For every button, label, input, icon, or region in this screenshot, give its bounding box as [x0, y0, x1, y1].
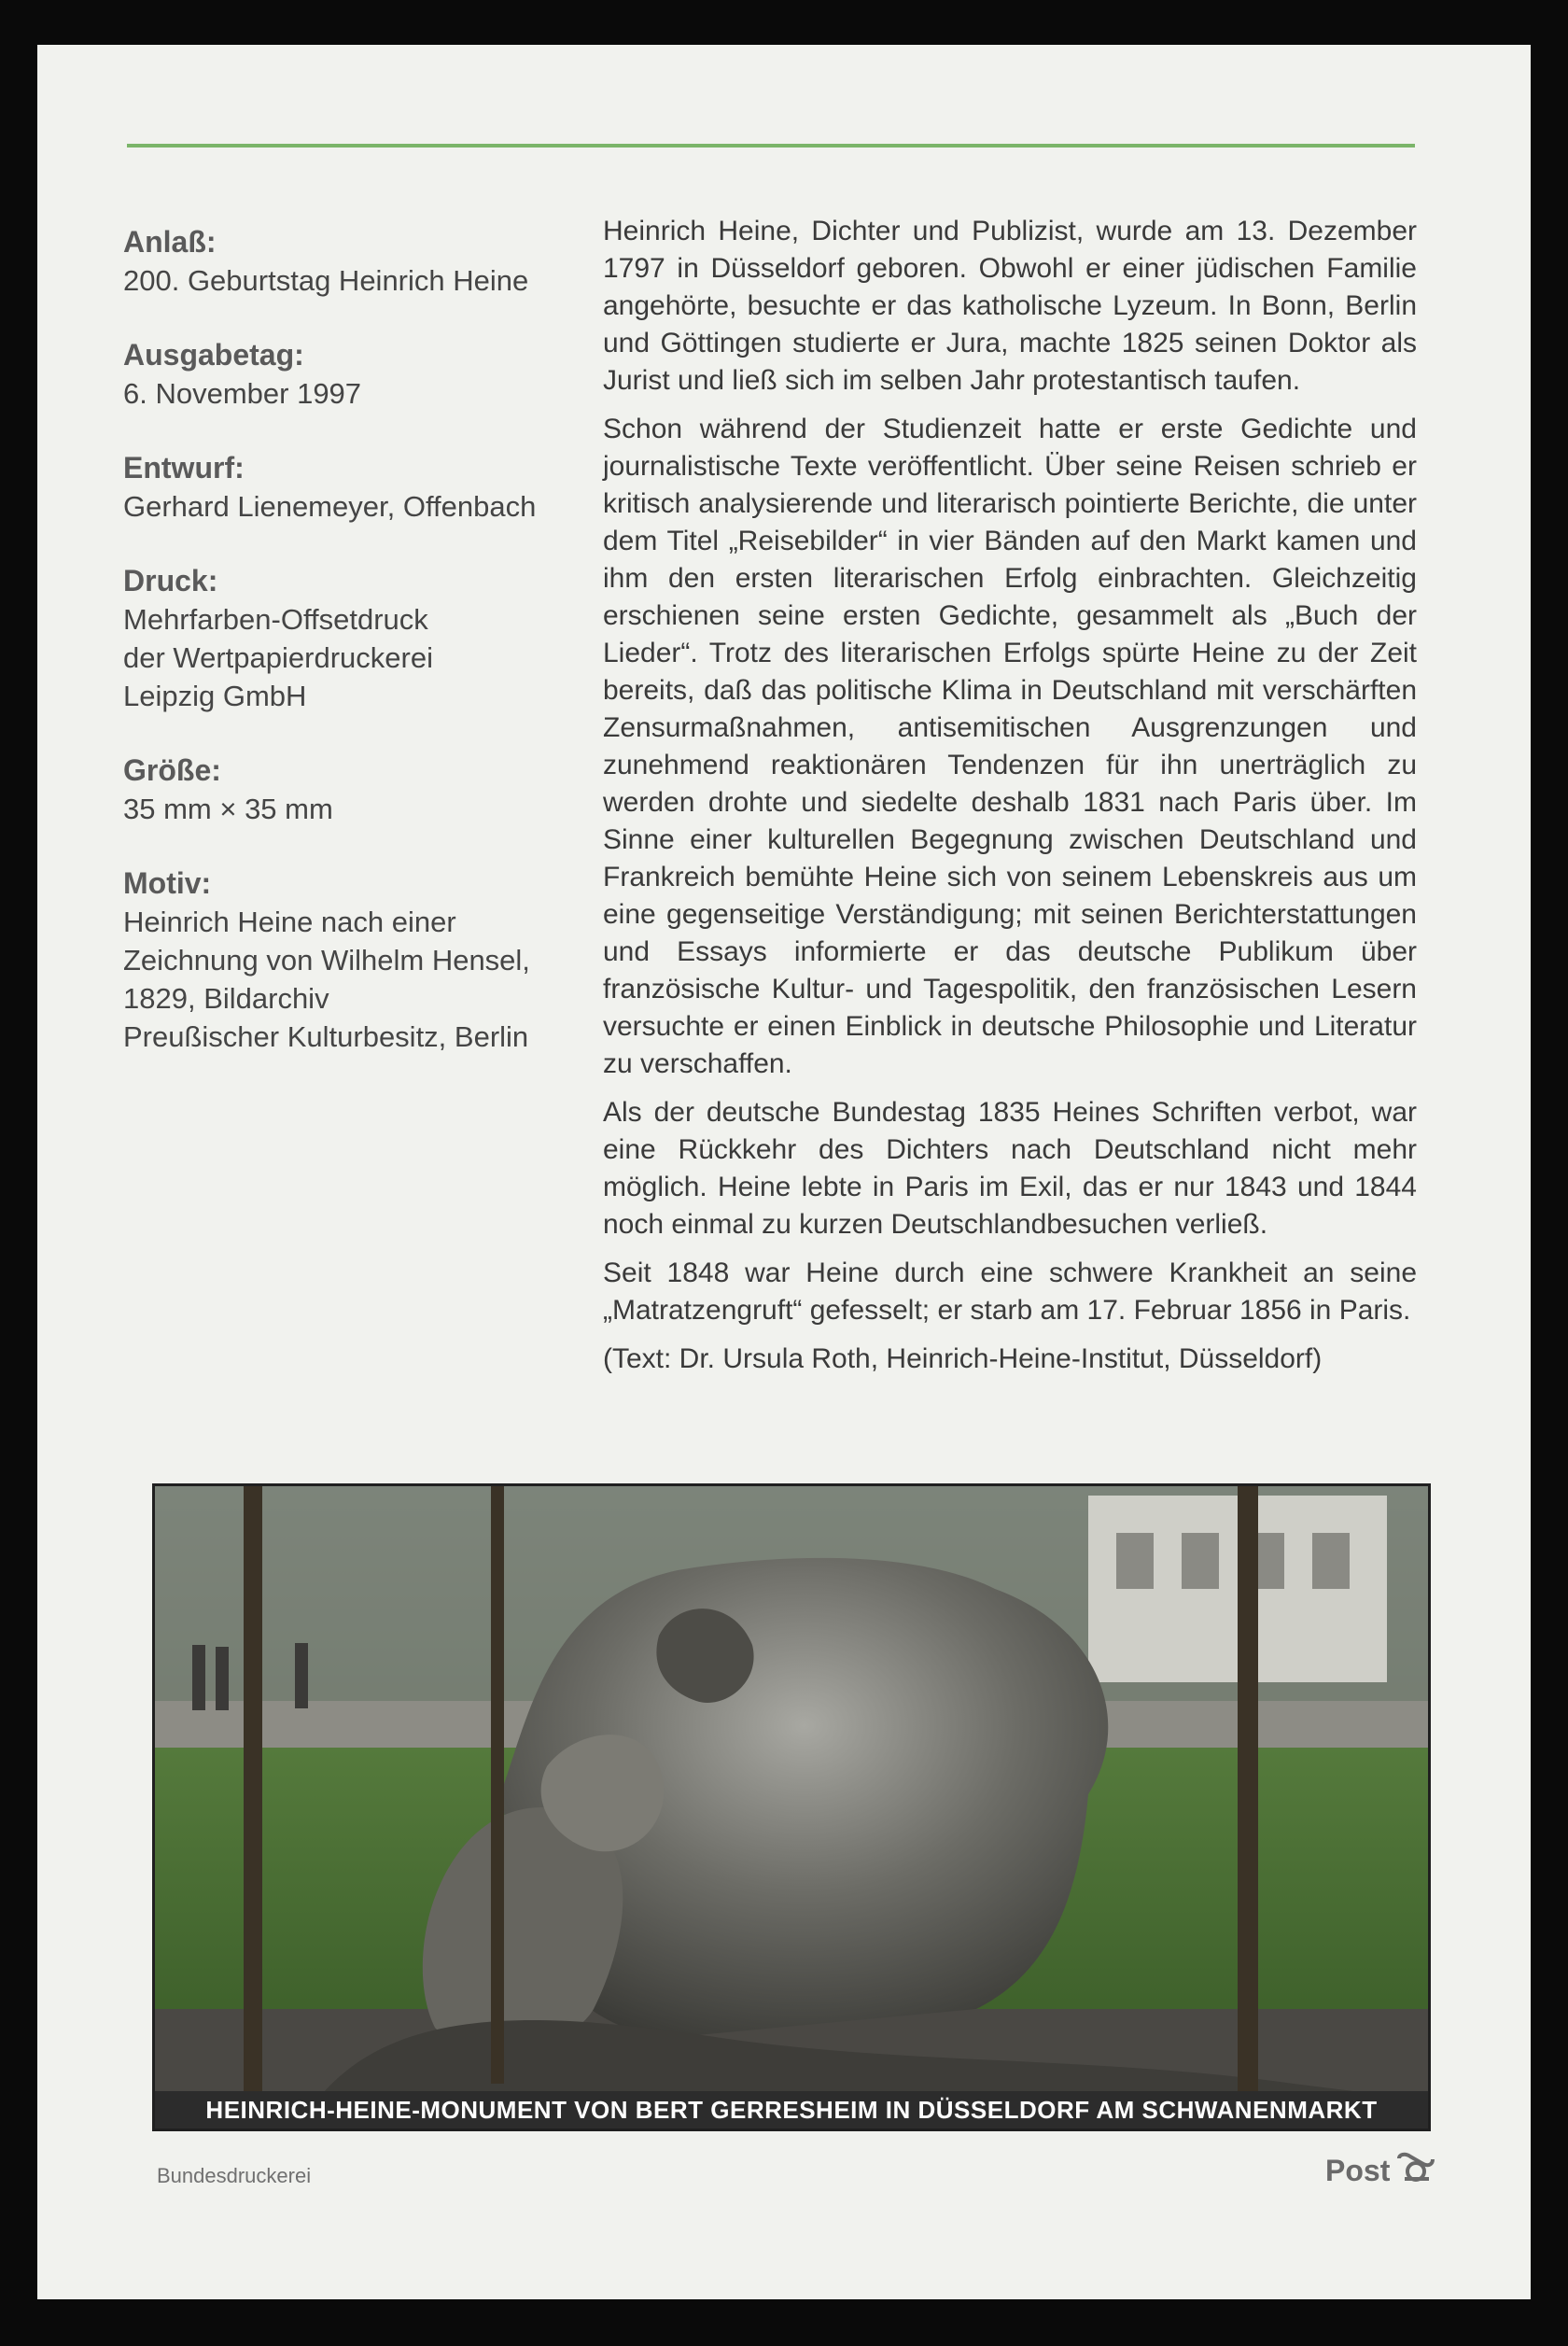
green-divider-rule [127, 144, 1415, 148]
photo-caption: HEINRICH-HEINE-MONUMENT VON BERT GERRESHEIM IN DÜSSELDORF AM SCHWANENMARKT [155, 2091, 1428, 2128]
paragraph: Seit 1848 war Heine durch eine schwere Krankheit an seine „Matratzengruft“ gefesselt; er starb am 17. Februar 1856 in Paris. [603, 1257, 1417, 1326]
info-block-design [123, 448, 590, 526]
info-label: Anlaß: [123, 225, 217, 259]
info-block-motif [123, 864, 590, 1056]
info-label: Druck: [123, 564, 218, 597]
paragraph: Heinrich Heine, Dichter und Publizist, wurde am 13. Dezember 1797 in Düsseldorf geboren. Obwohl er einer jüdischen Familie angehörte, besuchte er das katholische Lyzeum. In Bonn, Berlin und Göttingen studierte er Jura, machte 1825 seinen Doktor als Jurist und ließ sich im selben Jahr protestantisch taufen. [603, 216, 1417, 396]
biography-text [603, 213, 1417, 1389]
paragraph: Schon während der Studienzeit hatte er erste Gedichte und journalistische Texte veröffentlicht. Über seine Reisen schrieb er kritisch analysierende und literarisch pointierte Berichte, die unter dem Titel „Reisebilder“ in vier Bänden auf den Markt kamen und ihm den ersten literarischen Erfolg einbrachten. Gleichzeitig erschienen seine ersten Gedichte, gesammelt als „Buch der Lieder“. Trotz des literarischen Erfolgs spürte Heine zu der Zeit bereits, daß das politische Klima in Deutschland mit verschärften Zensurmaßnahmen, antisemitischen Ausgrenzungen und zunehmend reaktionären Tendenzen für ihn unerträglich zu werden drohte und siedelte deshalb 1831 nach Paris über. Im Sinne einer kulturellen Begegnung zwischen Deutschland und Frankreich bemühte Heine sich von seinem Lebenskreis aus um eine gegenseitige Verständigung; mit seinen Berichterstattungen und Essays informierte er das deutsche Publikum über französische Kultur- und Tagespolitik, den französischen Lesern versuchte er einen Einblick in deutsche Philosophie und Literatur zu verschaffen. [603, 414, 1417, 1079]
info-value: Gerhard Lienemeyer, Offenbach [123, 490, 537, 523]
info-block-occasion [123, 222, 590, 300]
post-logo-text: Post [1325, 2153, 1391, 2187]
info-value: 200. Geburtstag Heinrich Heine [123, 264, 529, 297]
document-sheet [37, 45, 1531, 2299]
info-label: Ausgabetag: [123, 338, 304, 372]
post-horn-icon [1395, 2151, 1436, 2190]
monument-photo-illustration [155, 1486, 1428, 2128]
paragraph: Als der deutsche Bundestag 1835 Heines Schriften verbot, war eine Rückkehr des Dichters nach Deutschland nicht mehr möglich. Heine lebte in Paris im Exil, das er nur 1843 und 1844 noch einmal zu kurzen Deutschlandbesuchen verließ. [603, 1097, 1417, 1240]
info-block-issue-date [123, 335, 590, 413]
info-label: Entwurf: [123, 451, 245, 485]
info-block-size [123, 751, 590, 828]
post-logo [1325, 2151, 1436, 2190]
info-label: Motiv: [123, 866, 212, 900]
info-block-print [123, 561, 590, 715]
printer-credit: Bundesdruckerei [157, 2164, 312, 2187]
info-value: 6. November 1997 [123, 377, 362, 410]
text-credit: (Text: Dr. Ursula Roth, Heinrich-Heine-Institut, Düsseldorf) [603, 1343, 1323, 1374]
stamp-info-column [123, 222, 590, 1091]
info-value: 35 mm × 35 mm [123, 793, 333, 825]
monument-photo [155, 1486, 1428, 2128]
info-value: Mehrfarben-Offsetdruck der Wertpapierdruckerei Leipzig GmbH [123, 603, 433, 712]
info-label: Größe: [123, 753, 221, 787]
info-value: Heinrich Heine nach einer Zeichnung von Wilhelm Hensel, 1829, Bildarchiv Preußischer Kulturbesitz, Berlin [123, 906, 530, 1053]
